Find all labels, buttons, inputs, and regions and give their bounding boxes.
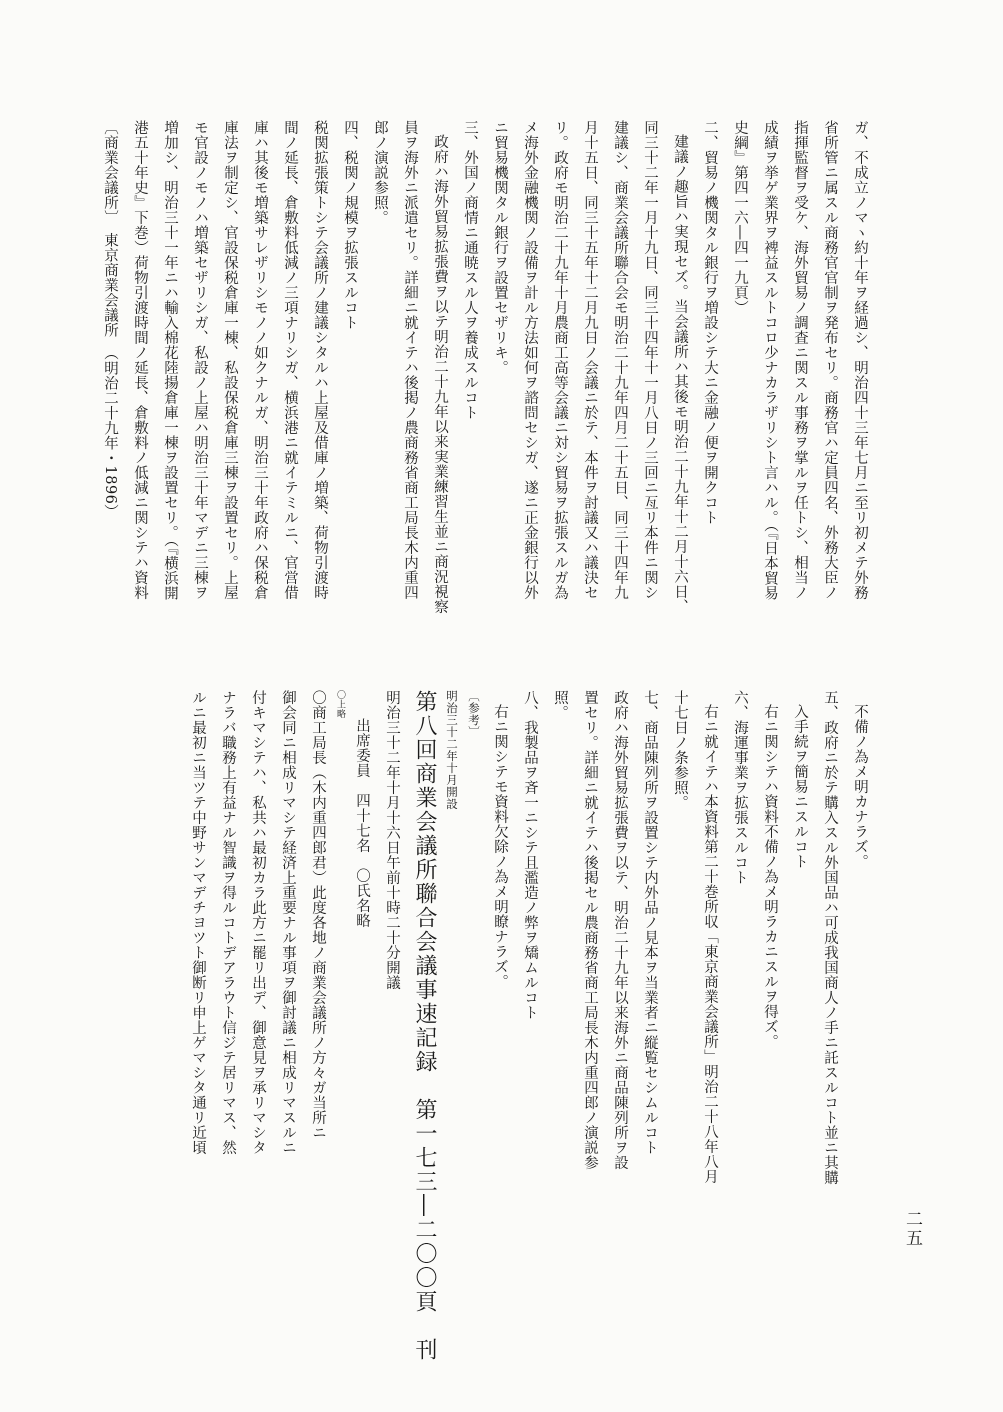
lower-text-column: 〇商工局長（木内重四郎君）此度各地ノ商業会議所ノ方々ガ当所ニ [310, 690, 326, 1140]
lower-text-column: 明治三十二年十月十六日午前十時二十分開議 [384, 690, 400, 990]
upper-text-column: 員ヲ海外ニ派遣セリ。詳細ニ就イテハ後掲ノ農商務省商工局長木内重四 [402, 120, 418, 600]
upper-text-column: 四、税関ノ規模ヲ拡張スルコト [342, 120, 358, 330]
upper-text-column: 政府ハ海外貿易拡張費ヲ以テ明治二十九年以来実業練習生並ニ商況視察 [432, 134, 448, 614]
upper-text-column: 省所管ニ属スル商務官官制ヲ発布セリ。商務官ハ定員四名、外務大臣ノ [822, 120, 838, 600]
lower-text-column: 右ニ就イテハ本資料第二十巻所収「東京商業会議所」明治二十八年八月 [702, 704, 718, 1184]
upper-text-column: 同三十二年一月十九日、同三十四年十一月八日ノ三回ニ亙リ本件ニ関シ [642, 120, 658, 600]
lower-text-column: ナラバ職務上有益ナル智識ヲ得ルコトデアラウト信ジテ居リマス、然 [220, 690, 236, 1155]
upper-text-column: 成績ヲ挙ゲ業界ヲ裨益スルトコロ少ナカラザリシト言ハル。（『日本貿易 [762, 120, 778, 601]
upper-text-column: 庫ハ其後モ増築サレザリシモノノ如クナルガ、明治三十年政府ハ保税倉 [252, 120, 268, 600]
upper-text-column: 指揮監督ヲ受ケ、海外貿易ノ調査ニ関スル事務ヲ掌ルヲ任トシ、相当ノ [792, 120, 808, 600]
lower-text-column: 政府ハ海外貿易拡張費ヲ以テ、明治二十九年以来海外ニ商品陳列所ヲ設 [612, 690, 628, 1170]
upper-text-column: 増加シ、明治三十一年ニハ輸入棉花陸揚倉庫一棟ヲ設置セリ。（『横浜開 [162, 120, 178, 601]
upper-text-column: 建議ノ趣旨ハ実現セズ。当会議所ハ其後モ明治二十九年十二月十六日、 [672, 134, 688, 614]
upper-text-column: ガ、不成立ノマヽ約十年ヲ経過シ、明治四十三年七月ニ至リ初メテ外務 [852, 120, 868, 600]
lower-text-column: 右ニ関シテモ資料欠除ノ為メ明瞭ナラズ。 [492, 704, 508, 989]
upper-text-column: メ海外金融機関ノ設備ヲ計ル方法如何ヲ諮問セシガ、遂ニ正金銀行以外 [522, 120, 538, 600]
upper-text-column: 三、外国ノ商情ニ通暁スル人ヲ養成スルコト [462, 120, 478, 420]
lower-text-column: 十七日ノ条参照。 [672, 690, 688, 810]
upper-text-column: 庫法ヲ制定シ、官設保税倉庫一棟、私設保税倉庫三棟ヲ設置セリ。上屋 [222, 120, 238, 600]
upper-text-column: 間ノ延長、倉敷料低減ノ三項ナリシガ、横浜港ニ就イテミルニ、官営借 [282, 120, 298, 600]
lower-text-column: 七、商品陳列所ヲ設置シテ内外品ノ見本ヲ当業者ニ縦覧セシムルコト [642, 690, 658, 1155]
upper-text-column: ニ貿易機関タル銀行ヲ設置セザリキ。 [492, 120, 508, 375]
lower-text-column: 〔参考〕 [467, 690, 481, 738]
lower-text-column: 八、我製品ヲ斉一ニシテ且濫造ノ弊ヲ矯ムルコト [522, 690, 538, 1020]
lower-text-column: 付キマシテハ、私共ハ最初カラ此方ニ罷リ出デ、御意見ヲ承リマシタ [250, 690, 266, 1155]
upper-text-column: 月十五日、同三十五年十二月九日ノ会議ニ於テ、本件ヲ討議又ハ議決セ [582, 120, 598, 600]
lower-text-block [183, 690, 875, 1362]
lower-text-column: 照。 [552, 690, 568, 720]
upper-text-column: 港五十年史』下巻）荷物引渡時間ノ延長、倉敷料ノ低減ニ関シテハ資料 [132, 120, 148, 600]
lower-text-column: 入手続ヲ簡易ニスルコト [792, 704, 808, 869]
lower-text-column: 出席委員 四十七名 〇氏名略 [354, 718, 370, 928]
lower-text-column: 六、海運事業ヲ拡張スルコト [732, 690, 748, 885]
upper-text-column: 〔商業会議所〕 東京商業会議所 （明治二十九年・1896） [102, 120, 118, 520]
lower-text-column: 不備ノ為メ明カナラズ。 [852, 704, 868, 869]
lower-text-column: 右ニ関シテハ資料不備ノ為メ明ラカニスルヲ得ズ。 [762, 704, 778, 1049]
upper-text-column: 郎ノ演説参照。 [372, 120, 388, 225]
lower-text-column: 御会同ニ相成リマシテ経済上重要ナル事項ヲ御討議ニ相成リマスルニ [280, 690, 296, 1155]
upper-text-column: 二、貿易ノ機関タル銀行ヲ増設シテ大ニ金融ノ便ヲ開クコト [702, 120, 718, 525]
lower-text-column: 第八回商業会議所聯合会議事速記録 第一七三―二〇〇頁 刊 [412, 690, 437, 1362]
upper-text-column: 史綱』第四一六―四一九頁） [732, 120, 748, 315]
upper-text-column: 税関拡張策トシテ会議所ノ建議シタルハ上屋及借庫ノ増築、荷物引渡時 [312, 120, 328, 600]
lower-text-column: 置セリ。詳細ニ就イテハ後掲セル農商務省商工局長木内重四郎ノ演説参 [582, 690, 598, 1170]
page-number: 二五 [902, 1210, 922, 1248]
upper-text-block [95, 120, 875, 680]
lower-text-column: 明治三十二年十月開設 [445, 690, 459, 810]
upper-text-column: リ。政府モ明治二十九年十月農商工高等会議ニ対シ貿易ヲ拡張スルガ為 [552, 120, 568, 600]
upper-text-column: モ官設ノモノハ増築セザリシガ、私設ノ上屋ハ明治三十年マデニ三棟ヲ [192, 120, 208, 600]
lower-text-column: ルニ最初ニ当ツテ中野サンマデチヨツト御断リ申上ゲマシタ通リ近頃 [190, 690, 206, 1155]
lower-text-column: 〇上略 [335, 690, 345, 719]
lower-text-column: 五、政府ニ於テ購入スル外国品ハ可成我国商人ノ手ニ託スルコト並ニ其購 [822, 690, 838, 1185]
upper-text-column: 建議シ、商業会議所聯合会モ明治二十九年四月二十五日、同三十四年九 [612, 120, 628, 600]
